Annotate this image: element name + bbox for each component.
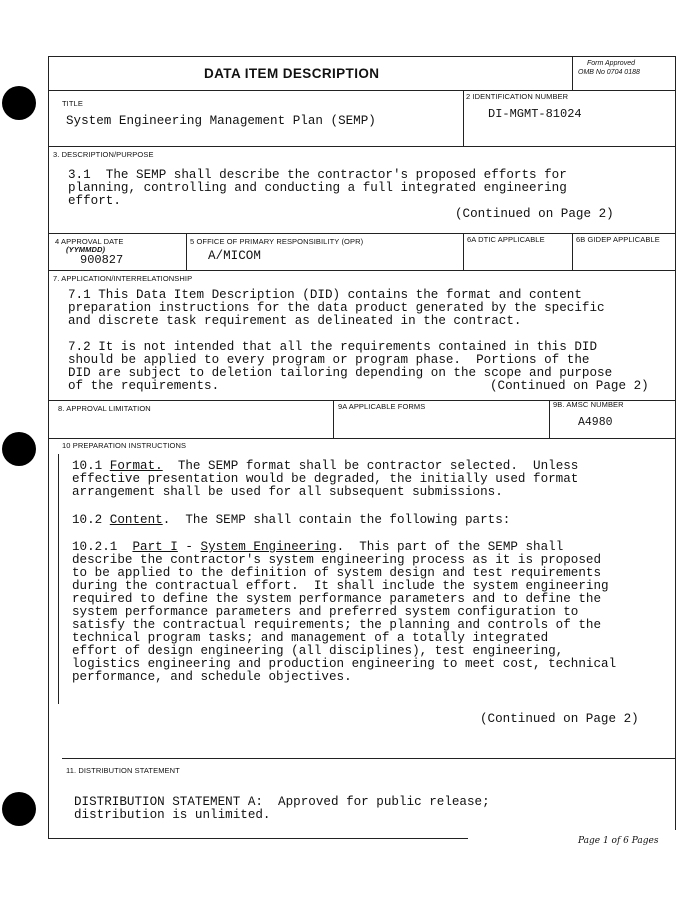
applicable-forms-label: 9A APPLICABLE FORMS xyxy=(338,402,426,411)
dtic-applicable-label: 6A DTIC APPLICABLE xyxy=(467,235,545,244)
part-one-heading: Part I xyxy=(132,540,178,554)
description-purpose-label: 3. DESCRIPTION/PURPOSE xyxy=(53,150,154,159)
approval-date-label: 4 APPROVAL DATE xyxy=(55,237,124,246)
preparation-instructions-label: 10 PREPARATION INSTRUCTIONS xyxy=(62,441,187,450)
title-value: System Engineering Management Plan (SEMP) xyxy=(66,114,376,128)
preparation-continued: (Continued on Page 2) xyxy=(480,712,639,726)
amsc-number-label: 9B. AMSC NUMBER xyxy=(553,400,624,409)
approval-date-value: 900827 xyxy=(80,253,124,267)
form-title: DATA ITEM DESCRIPTION xyxy=(204,66,380,81)
amsc-number-value: A4980 xyxy=(578,416,613,429)
opr-label: 5 OFFICE OF PRIMARY RESPONSIBILITY (OPR) xyxy=(190,237,364,246)
punch-hole-middle xyxy=(2,432,36,466)
distribution-statement-label: 11. DISTRIBUTION STATEMENT xyxy=(66,766,180,775)
gidep-applicable-label: 6B GIDEP APPLICABLE xyxy=(576,235,660,244)
punch-hole-top xyxy=(2,86,36,120)
identification-number-value: DI-MGMT-81024 xyxy=(488,107,582,121)
omb-number: OMB No 0704 0188 xyxy=(578,69,640,76)
approval-date-format: (YYMMDD) xyxy=(66,245,106,254)
content-heading: Content xyxy=(109,513,163,527)
content-paragraph: 10.2 Content. The SEMP shall contain the following parts: xyxy=(72,513,511,527)
application-label: 7. APPLICATION/INTERRELATIONSHIP xyxy=(53,274,193,283)
system-engineering-heading: System Engineering xyxy=(200,540,337,554)
format-heading: Format. xyxy=(109,459,163,473)
title-label: TITLE xyxy=(62,99,83,108)
application-continued: (Continued on Page 2) xyxy=(490,379,649,393)
form-approved-label: Form Approved xyxy=(587,60,635,67)
page-number-note: Page 1 of 6 Pages xyxy=(578,836,659,846)
description-continued: (Continued on Page 2) xyxy=(455,207,614,221)
punch-hole-bottom xyxy=(2,792,36,826)
identification-number-label: 2 IDENTIFICATION NUMBER xyxy=(466,92,569,101)
part-one-first-line: 10.2.1 Part I - System Engineering. This part of the SEMP shall xyxy=(72,540,564,554)
format-paragraph-first-line: 10.1 Format. The SEMP format shall be contractor selected. Unless xyxy=(72,459,579,473)
approval-limitation-label: 8. APPROVAL LIMITATION xyxy=(58,404,151,413)
opr-value: A/MICOM xyxy=(208,249,261,263)
